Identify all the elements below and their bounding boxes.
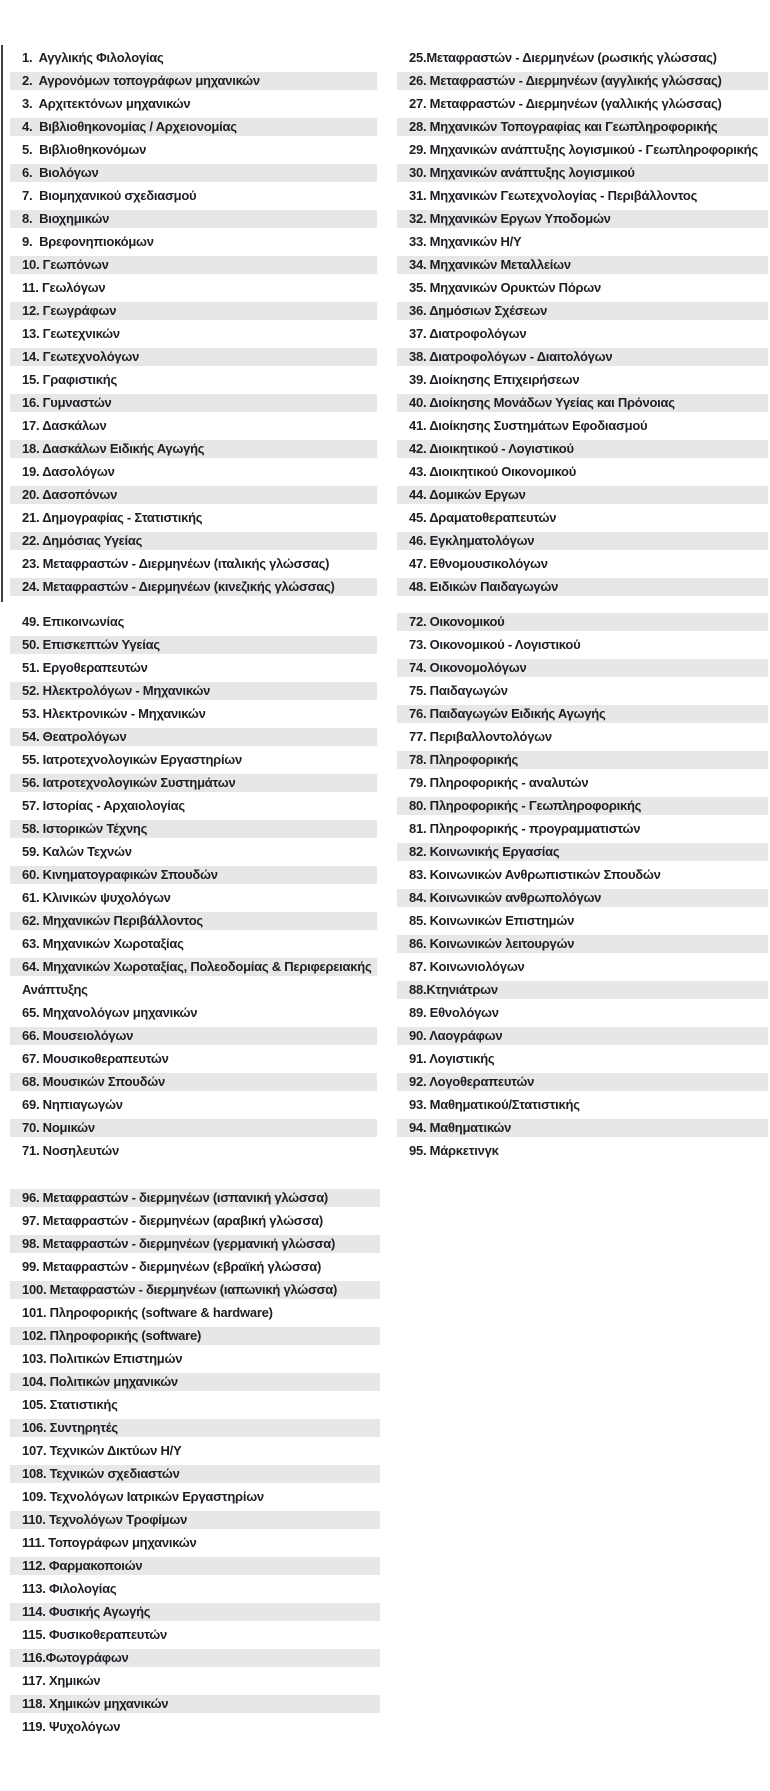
list-item: 53. Ηλεκτρονικών - Μηχανικών (22, 706, 206, 721)
list-item: 114. Φυσικής Αγωγής (10, 1603, 380, 1621)
list-item: 69. Νηπιαγωγών (22, 1097, 123, 1112)
list-item: 8. Βιοχημικών (10, 210, 377, 228)
column-items-72-95 (397, 613, 768, 1165)
list-item: 105. Στατιστικής (22, 1397, 118, 1412)
list-item: 65. Μηχανολόγων μηχανικών (22, 1005, 198, 1020)
list-item: 2. Αγρονόμων τοπογράφων μηχανικών (10, 72, 377, 90)
list-item: 77. Περιβαλλοντολόγων (409, 729, 552, 744)
list-item: 28. Μηχανικών Τοπογραφίας και Γεωπληροφορικής (397, 118, 768, 136)
list-item: 109. Τεχνολόγων Ιατρικών Εργαστηρίων (22, 1489, 264, 1504)
list-item: 9. Βρεφονηπιοκόμων (22, 234, 154, 249)
list-item: 82. Κοινωνικής Εργασίας (397, 843, 768, 861)
list-item: 56. Ιατροτεχνολογικών Συστημάτων (10, 774, 377, 792)
list-item: 95. Μάρκετινγκ (409, 1143, 499, 1158)
list-item: 66. Μουσειολόγων (10, 1027, 377, 1045)
list-item: 106. Συντηρητές (10, 1419, 380, 1437)
list-item: 62. Μηχανικών Περιβάλλοντος (10, 912, 377, 930)
list-item: 84. Κοινωνικών ανθρωπολόγων (397, 889, 768, 907)
list-item: 87. Κοινωνιολόγων (409, 959, 525, 974)
list-item: 24. Μεταφραστών - Διερμηνέων (κινεζικής γλώσσας) (10, 578, 377, 596)
list-item: 49. Επικοινωνίας (22, 614, 125, 629)
column-items-1-24 (10, 49, 377, 601)
list-item: 119. Ψυχολόγων (22, 1719, 121, 1734)
list-item: 26. Μεταφραστών - Διερμηνέων (αγγλικής γλώσσας) (397, 72, 768, 90)
list-item: 63. Μηχανικών Χωροταξίας (22, 936, 184, 951)
list-item: 48. Ειδικών Παιδαγωγών (397, 578, 768, 596)
list-item: 36. Δημόσιων Σχέσεων (397, 302, 768, 320)
list-item: 86. Κοινωνικών λειτουργών (397, 935, 768, 953)
list-item: 39. Διοίκησης Επιχειρήσεων (409, 372, 580, 387)
list-item: 99. Μεταφραστών - διερμηνέων (εβραϊκή γλώσσα) (22, 1259, 322, 1274)
list-item: 76. Παιδαγωγών Ειδικής Αγωγής (397, 705, 768, 723)
list-item: 117. Χημικών (22, 1673, 101, 1688)
list-item: 79. Πληροφορικής - αναλυτών (409, 775, 589, 790)
list-item: 50. Επισκεπτών Υγείας (10, 636, 377, 654)
list-item: 18. Δασκάλων Ειδικής Αγωγής (10, 440, 377, 458)
column-items-49-71 (10, 613, 377, 1165)
list-item: 22. Δημόσιας Υγείας (10, 532, 377, 550)
list-item: 90. Λαογράφων (397, 1027, 768, 1045)
list-item: 17. Δασκάλων (22, 418, 107, 433)
list-item: 31. Μηχανικών Γεωτεχνολογίας - Περιβάλλοντος (409, 188, 698, 203)
list-item: 16. Γυμναστών (10, 394, 377, 412)
list-item: 27. Μεταφραστών - Διερμηνέων (γαλλικής γλώσσας) (409, 96, 722, 111)
list-item: 5. Βιβλιοθηκονόμων (22, 142, 147, 157)
list-item: 20. Δασοπόνων (10, 486, 377, 504)
list-item: 44. Δομικών Εργων (397, 486, 768, 504)
list-item: 104. Πολιτικών μηχανικών (10, 1373, 380, 1391)
list-item: 58. Ιστορικών Τέχνης (10, 820, 377, 838)
list-item: 30. Μηχανικών ανάπτυξης λογισμικού (397, 164, 768, 182)
list-item: 57. Ιστορίας - Αρχαιολογίας (22, 798, 185, 813)
list-item: 29. Μηχανικών ανάπτυξης λογισμικού - Γεωπληροφορικής (409, 142, 758, 157)
list-item: 38. Διατροφολόγων - Διαιτολόγων (397, 348, 768, 366)
list-item: 78. Πληροφορικής (397, 751, 768, 769)
list-item: 64. Μηχανικών Χωροταξίας, Πολεοδομίας & Περιφερειακής (10, 958, 377, 976)
list-item: 110. Τεχνολόγων Τροφίμων (10, 1511, 380, 1529)
list-item: 91. Λογιστικής (409, 1051, 495, 1066)
list-item: 68. Μουσικών Σπουδών (10, 1073, 377, 1091)
list-item: 19. Δασολόγων (22, 464, 115, 479)
list-item: 112. Φαρμακοποιών (10, 1557, 380, 1575)
list-item: 51. Εργοθεραπευτών (22, 660, 148, 675)
list-item: 1. Αγγλικής Φιλολογίας (22, 50, 164, 65)
list-item: 81. Πληροφορικής - προγραμματιστών (409, 821, 641, 836)
list-item: 52. Ηλεκτρολόγων - Μηχανικών (10, 682, 377, 700)
list-item: 88.Κτηνιάτρων (397, 981, 768, 999)
list-item: 37. Διατροφολόγων (409, 326, 527, 341)
list-item: 94. Μαθηματικών (397, 1119, 768, 1137)
list-item: 15. Γραφιστικής (22, 372, 117, 387)
list-item: Ανάπτυξης (22, 982, 88, 997)
list-item: 46. Εγκληματολόγων (397, 532, 768, 550)
list-item: 32. Μηχανικών Εργων Υποδομών (397, 210, 768, 228)
list-item: 111. Τοπογράφων μηχανικών (22, 1535, 197, 1550)
list-item: 23. Μεταφραστών - Διερμηνέων (ιταλικής γλώσσας) (22, 556, 330, 571)
list-item: 72. Οικονομικού (397, 613, 768, 631)
list-item: 93. Μαθηματικού/Στατιστικής (409, 1097, 580, 1112)
list-item: 98. Μεταφραστών - διερμηνέων (γερμανική γλώσσα) (10, 1235, 380, 1253)
list-item: 101. Πληροφορικής (software & hardware) (22, 1305, 273, 1320)
list-item: 6. Βιολόγων (10, 164, 377, 182)
list-item: 97. Μεταφραστών - διερμηνέων (αραβική γλώσσα) (22, 1213, 323, 1228)
list-item: 42. Διοικητικού - Λογιστικού (397, 440, 768, 458)
list-item: 113. Φιλολογίας (22, 1581, 117, 1596)
list-item: 96. Μεταφραστών - διερμηνέων (ισπανική γλώσσα) (10, 1189, 380, 1207)
list-item: 67. Μουσικοθεραπευτών (22, 1051, 169, 1066)
list-item: 83. Κοινωνικών Ανθρωπιστικών Σπουδών (409, 867, 661, 882)
list-item: 85. Κοινωνικών Επιστημών (409, 913, 575, 928)
list-item: 70. Νομικών (10, 1119, 377, 1137)
list-item: 13. Γεωτεχνικών (22, 326, 120, 341)
list-item: 103. Πολιτικών Επιστημών (22, 1351, 183, 1366)
list-item: 43. Διοικητικού Οικονομικού (409, 464, 577, 479)
list-item: 4. Βιβλιοθηκονομίας / Αρχειονομίας (10, 118, 377, 136)
list-item: 71. Νοσηλευτών (22, 1143, 119, 1158)
list-item: 92. Λογοθεραπευτών (397, 1073, 768, 1091)
list-item: 75. Παιδαγωγών (409, 683, 508, 698)
list-item: 40. Διοίκησης Μονάδων Υγείας και Πρόνοιας (397, 394, 768, 412)
list-item: 47. Εθνομουσικολόγων (409, 556, 548, 571)
list-item: 21. Δημογραφίας - Στατιστικής (22, 510, 203, 525)
list-item: 11. Γεωλόγων (22, 280, 106, 295)
column-items-25-48 (397, 49, 768, 601)
list-item: 61. Κλινικών ψυχολόγων (22, 890, 171, 905)
list-item: 59. Καλών Τεχνών (22, 844, 132, 859)
list-item: 89. Εθνολόγων (409, 1005, 499, 1020)
list-item: 34. Μηχανικών Μεταλλείων (397, 256, 768, 274)
list-item: 74. Οικονομολόγων (397, 659, 768, 677)
list-item: 45. Δραματοθεραπευτών (409, 510, 557, 525)
list-item: 102. Πληροφορικής (software) (10, 1327, 380, 1345)
list-item: 35. Μηχανικών Ορυκτών Πόρων (409, 280, 602, 295)
left-edge-line (1, 45, 3, 602)
list-item: 108. Τεχνικών σχεδιαστών (10, 1465, 380, 1483)
list-item: 60. Κινηματογραφικών Σπουδών (10, 866, 377, 884)
list-item: 73. Οικονομικού - Λογιστικού (409, 637, 581, 652)
list-item: 55. Ιατροτεχνολογικών Εργαστηρίων (22, 752, 243, 767)
list-item: 7. Βιομηχανικού σχεδιασμού (22, 188, 197, 203)
list-item: 41. Διοίκησης Συστημάτων Εφοδιασμού (409, 418, 648, 433)
list-item: 12. Γεωγράφων (10, 302, 377, 320)
list-item: 33. Μηχανικών Η/Υ (409, 234, 522, 249)
list-item: 116.Φωτογράφων (10, 1649, 380, 1667)
list-item: 3. Αρχιτεκτόνων μηχανικών (22, 96, 191, 111)
column-items-96-119 (10, 1189, 380, 1741)
list-item: 118. Χημικών μηχανικών (10, 1695, 380, 1713)
list-item: 107. Τεχνικών Δικτύων Η/Υ (22, 1443, 182, 1458)
list-item: 14. Γεωτεχνολόγων (10, 348, 377, 366)
list-item: 10. Γεωπόνων (10, 256, 377, 274)
list-item: 80. Πληροφορικής - Γεωπληροφορικής (397, 797, 768, 815)
list-item: 100. Μεταφραστών - διερμηνέων (ιαπωνική γλώσσα) (10, 1281, 380, 1299)
list-item: 25.Μεταφραστών - Διερμηνέων (ρωσικής γλώσσας) (409, 50, 717, 65)
list-item: 54. Θεατρολόγων (10, 728, 377, 746)
list-item: 115. Φυσικοθεραπευτών (22, 1627, 168, 1642)
